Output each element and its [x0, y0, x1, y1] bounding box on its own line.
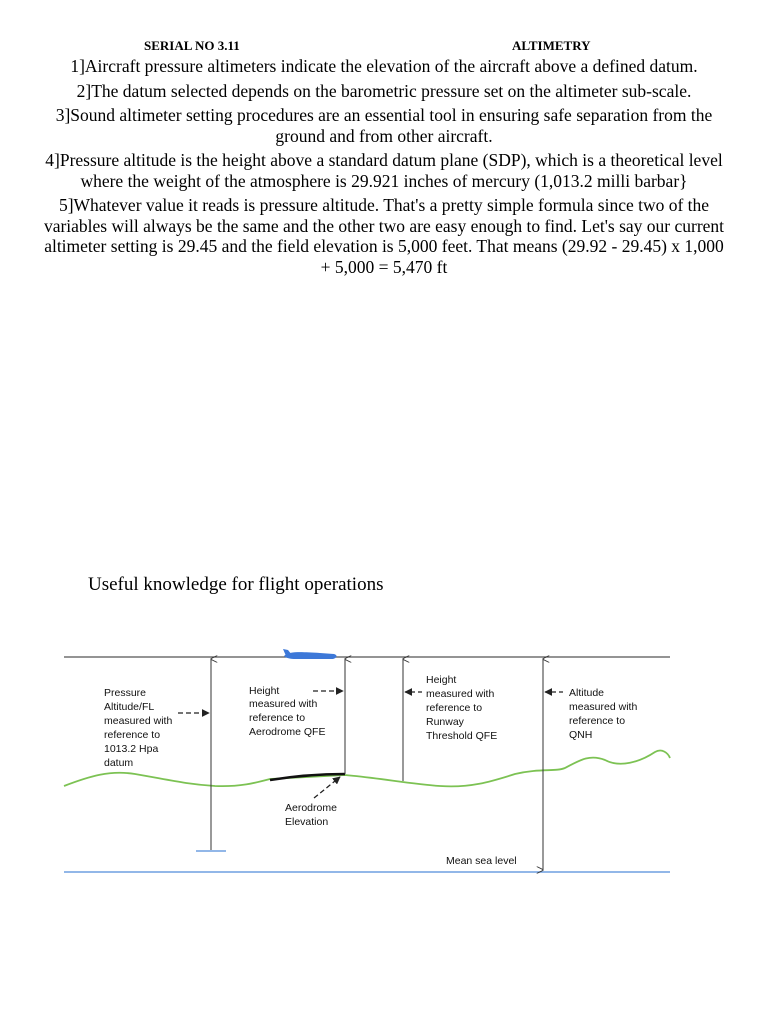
paragraph-2: 2]The datum selected depends on the barometric pressure set on the altimeter sub-scale. [76, 80, 692, 101]
threshold-qfe-label: Height measured with reference to Runway Threshold QFE [426, 674, 498, 742]
body-text [40, 56, 728, 281]
aircraft-icon [283, 649, 337, 659]
aerodrome-qfe-label: Height measured with reference to Aerodrome QFE [249, 685, 326, 738]
mean-sea-level-label: Mean sea level [446, 855, 517, 867]
diagram-caption: Useful knowledge for flight operations [88, 574, 384, 595]
pressure-altitude-label: Pressure Altitude/FL measured with reference to 1013.2 Hpa datum [104, 687, 173, 769]
altimetry-diagram [0, 600, 768, 900]
paragraph-3: 3]Sound altimeter setting procedures are an essential tool in ensuring safe separation from the ground and from other aircraft. [55, 105, 713, 146]
qnh-label: Altitude measured with reference to QNH [569, 687, 638, 741]
paragraph-1: 1]Aircraft pressure altimeters indicate the elevation of the aircraft above a defined datum. [70, 56, 698, 76]
paragraph-4: 4]Pressure altitude is the height above a standard datum plane (SDP), which is a theoretical level where the weight of the atmosphere is 29.921 inches of mercury (1,013.2 milli barbar} [45, 150, 723, 191]
terrain-line [64, 751, 670, 787]
aerodrome-elevation-label: Aerodrome Elevation [285, 802, 337, 828]
document-topic: ALTIMETRY [512, 38, 591, 53]
aerodrome-elevation-leader [314, 777, 340, 798]
paragraph-5: 5]Whatever value it reads is pressure altitude. That's a pretty simple formula since two of the variables will always be the same and the other two are easy enough to find. Let's say our current altimeter setting is 29.45 and the field elevation is 5,000 feet. That means (29.92 - 29.45) x 1,000 + 5,000 = 5,470 ft [43, 195, 725, 277]
serial-number: SERIAL NO 3.11 [144, 38, 240, 53]
